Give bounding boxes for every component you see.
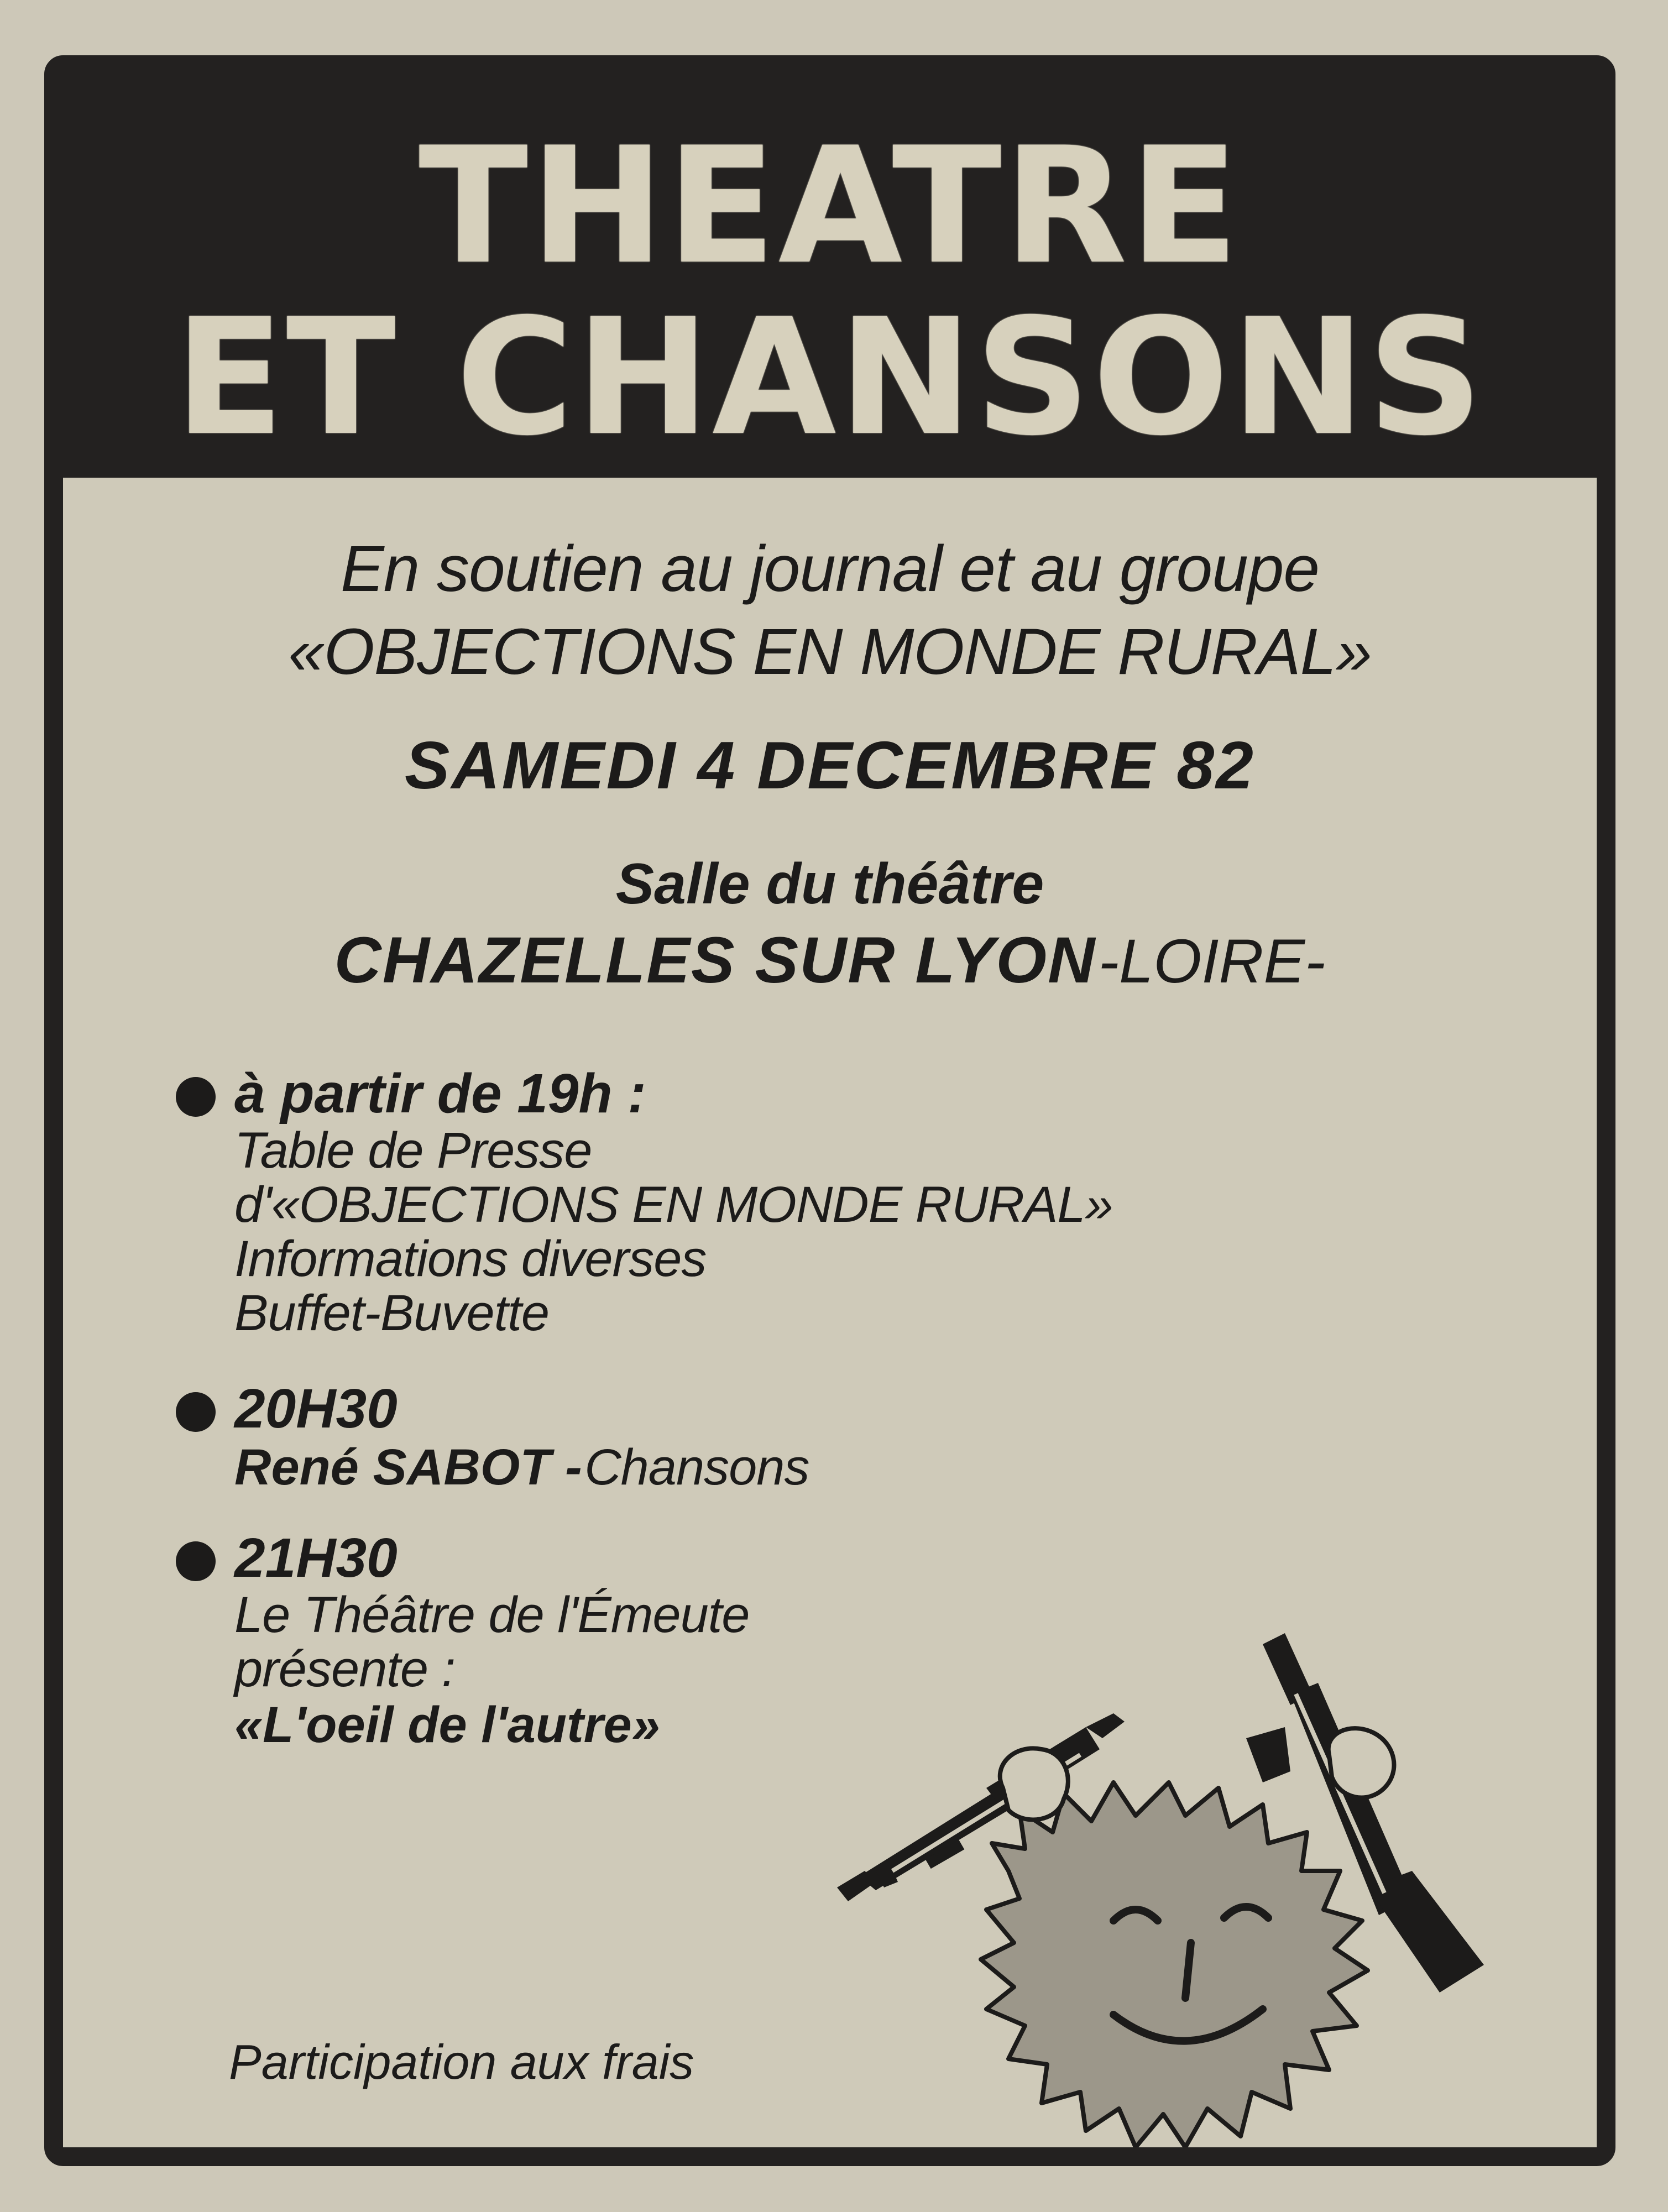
program-line: présente : [234, 1641, 456, 1697]
program-item-concert [234, 1379, 809, 1497]
support-line-1: En soutien au journal et au groupe [340, 532, 1320, 605]
bullet-icon [176, 1077, 216, 1117]
program-line: Le Théâtre de l'Émeute [234, 1587, 750, 1643]
program-time: à partir de 19h : [234, 1063, 646, 1125]
participation-note: Participation aux frais [229, 2035, 694, 2089]
venue-hall: Salle du théâtre [615, 852, 1044, 916]
program-time: 21H30 [234, 1527, 398, 1589]
program-item-theatre [234, 1528, 749, 1754]
program-time: 20H30 [234, 1378, 398, 1440]
smiling-sun-breaking-rifles-icon [826, 1611, 1589, 2164]
poster-title-line-1: THEATRE [419, 113, 1241, 300]
venue-city: CHAZELLES SUR LYON [334, 924, 1096, 997]
support-statement [63, 527, 1597, 693]
venue [63, 845, 1597, 998]
support-line-2: «OBJECTIONS EN MONDE RURAL» [288, 615, 1372, 688]
program-line: Table de Presse [234, 1122, 592, 1179]
venue-region: -LOIRE- [1098, 927, 1326, 996]
program-performer-role: Chansons [584, 1439, 809, 1495]
program-performer: René SABOT - [234, 1439, 582, 1495]
venue-location [63, 923, 1597, 998]
program-performer-line [234, 1439, 809, 1497]
poster-title-line-2: ET CHANSONS [174, 285, 1486, 471]
event-date: SAMEDI 4 DECEMBRE 82 [405, 728, 1255, 803]
bullet-icon [176, 1392, 216, 1432]
title-banner [63, 74, 1597, 478]
program-show-title: «L'oeil de l'autre» [234, 1697, 660, 1753]
program-line: d'«OBJECTIONS EN MONDE RURAL» [234, 1176, 1113, 1233]
program-item-evening [234, 1064, 1113, 1340]
program-line: Buffet-Buvette [234, 1285, 549, 1341]
program-line: Informations diverses [234, 1231, 707, 1287]
poster-frame [44, 55, 1615, 2166]
bullet-icon [176, 1541, 216, 1581]
